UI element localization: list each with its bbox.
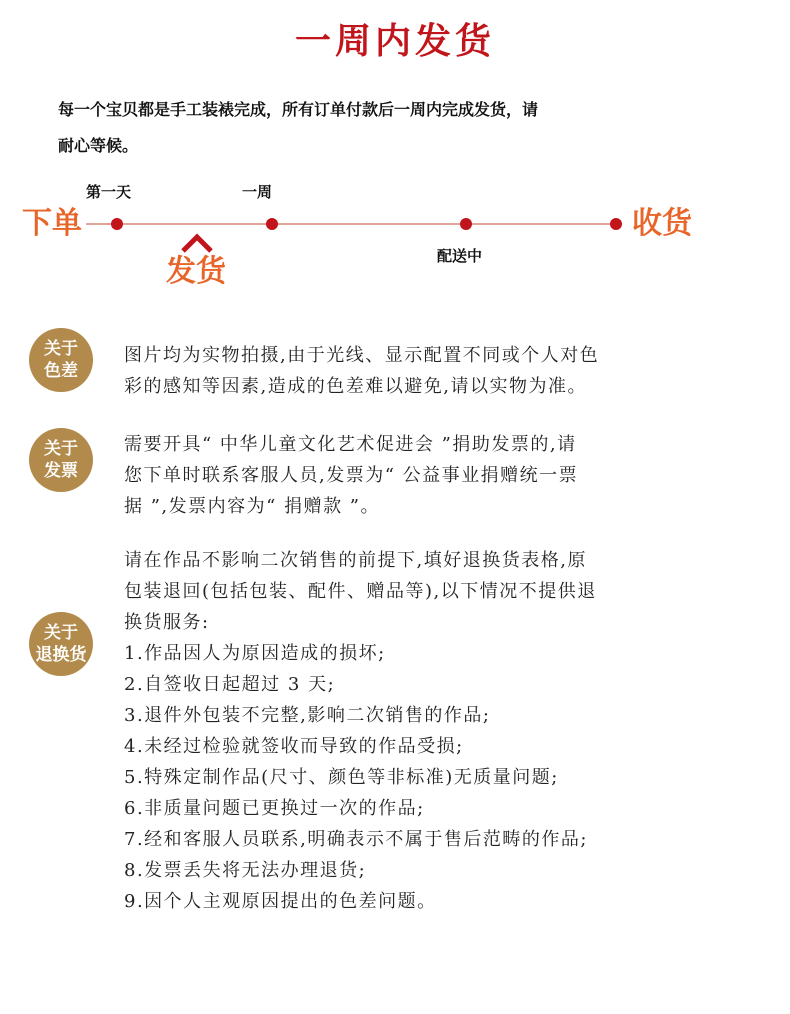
timeline-dot-order — [111, 218, 123, 230]
timeline-label-shipping: 配送中 — [437, 247, 483, 265]
chevron-up-icon — [180, 232, 214, 254]
list-item: 9.因个人主观原因提出的色差问题。 — [124, 891, 437, 912]
intro-line: 耐心等候。 — [58, 136, 139, 155]
timeline-dot-shipping — [460, 218, 472, 230]
badge-text: 关于 — [44, 439, 78, 459]
list-item: 8.发票丢失将无法办理退货; — [124, 860, 367, 881]
page-title: 一周内发货 — [294, 21, 495, 62]
badge-text: 退换货 — [35, 645, 87, 665]
intro-line: 每一个宝贝都是手工装裱完成，所有订单付款后一周内完成发货，请 — [58, 100, 539, 119]
paragraph-line: 彩的感知等因素,造成的色差难以避免,请以实物为准。 — [124, 376, 587, 397]
timeline-dot-week — [266, 218, 278, 230]
intro-text — [58, 92, 698, 164]
timeline-line — [86, 223, 616, 225]
timeline-end-label: 收货 — [632, 206, 692, 241]
timeline-ship-label: 发货 — [166, 254, 226, 289]
list-item: 3.退件外包装不完整,影响二次销售的作品; — [124, 705, 491, 726]
badge-text: 关于 — [44, 339, 78, 359]
paragraph-line: 据 ”,发票内容为“ 捐赠款 ”。 — [124, 496, 380, 517]
badge-text: 发票 — [44, 461, 78, 481]
timeline-label-week: 一周 — [242, 183, 273, 201]
paragraph-line: 您下单时联系客服人员,发票为“ 公益事业捐赠统一票 — [124, 465, 579, 486]
list-item: 5.特殊定制作品(尺寸、颜色等非标准)无质量问题; — [124, 767, 559, 788]
paragraph-line: 换货服务: — [124, 612, 210, 633]
timeline-dot-receive — [610, 218, 622, 230]
badge-color-difference — [29, 328, 93, 392]
list-item: 7.经和客服人员联系,明确表示不属于售后范畴的作品; — [124, 829, 588, 850]
badge-text: 关于 — [44, 623, 78, 643]
list-item: 2.自签收日起超过 3 天; — [124, 674, 336, 695]
invoice-text — [124, 429, 714, 522]
paragraph-line: 需要开具“ 中华儿童文化艺术促进会 ”捐助发票的,请 — [124, 434, 577, 455]
timeline-start-label: 下单 — [22, 206, 82, 241]
paragraph-line: 包装退回(包括包装、配件、赠品等),以下情况不提供退 — [124, 581, 597, 602]
paragraph-line: 图片均为实物拍摄,由于光线、显示配置不同或个人对色 — [124, 345, 600, 366]
badge-text: 色差 — [44, 361, 78, 381]
badge-returns — [29, 612, 93, 676]
badge-invoice — [29, 428, 93, 492]
timeline-label-day1: 第一天 — [86, 183, 132, 201]
list-item: 6.非质量问题已更换过一次的作品; — [124, 798, 425, 819]
list-item: 1.作品因人为原因造成的损坏; — [124, 643, 386, 664]
returns-text — [124, 545, 714, 917]
color-difference-text — [124, 340, 714, 402]
list-item: 4.未经过检验就签收而导致的作品受损; — [124, 736, 464, 757]
paragraph-line: 请在作品不影响二次销售的前提下,填好退换货表格,原 — [124, 550, 587, 571]
